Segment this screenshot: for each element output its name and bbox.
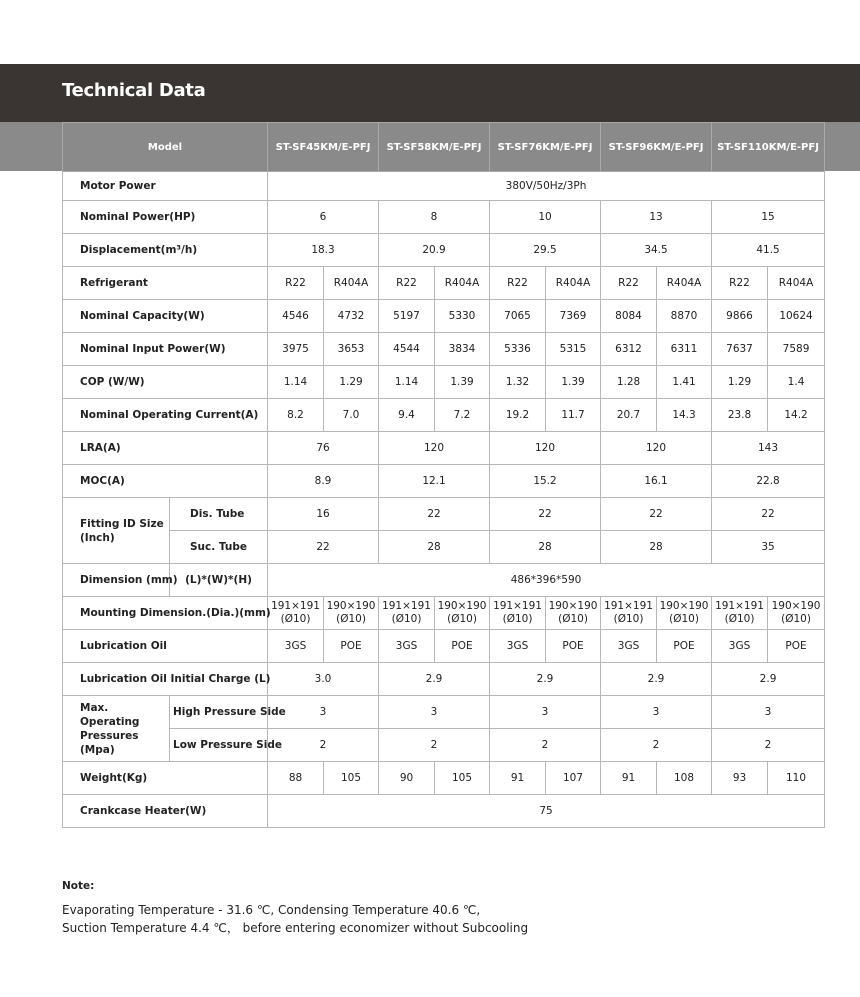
cell: 11.7 [546, 399, 601, 432]
row-label: Nominal Power(HP) [63, 201, 268, 234]
cell: 28 [490, 531, 601, 564]
cell: 91 [601, 762, 657, 795]
table-row [63, 465, 825, 498]
cell: 105 [435, 762, 490, 795]
cell: 3 [712, 696, 825, 729]
model-name: ST-SF110KM/E-PFJ [712, 123, 825, 172]
cell: 8870 [657, 300, 712, 333]
cell: 110 [768, 762, 825, 795]
row-label: Lubrication Oil [63, 630, 268, 663]
model-name: ST-SF96KM/E-PFJ [601, 123, 712, 172]
cell: 5197 [379, 300, 435, 333]
table-row [63, 172, 825, 201]
cell-line: 190×190 [548, 600, 598, 612]
row-label: Nominal Operating Current(A) [63, 399, 268, 432]
row-label: Nominal Capacity(W) [63, 300, 268, 333]
cell [324, 597, 379, 630]
cell: 7.2 [435, 399, 490, 432]
cell: 1.28 [601, 366, 657, 399]
cell: 35 [712, 531, 825, 564]
cell: R22 [712, 267, 768, 300]
cell: 93 [712, 762, 768, 795]
table-row [63, 366, 825, 399]
row-label: Weight(Kg) [63, 762, 268, 795]
cell [768, 597, 825, 630]
cell: 3 [268, 696, 379, 729]
cell-line: (Ø10) [391, 613, 422, 625]
cell: 1.39 [435, 366, 490, 399]
cell [546, 597, 601, 630]
cell: POE [546, 630, 601, 663]
cell: 2 [490, 729, 601, 762]
cell: 7065 [490, 300, 546, 333]
table-row [63, 399, 825, 432]
cell: 486*396*590 [268, 564, 825, 597]
cell: 7589 [768, 333, 825, 366]
cell: 9.4 [379, 399, 435, 432]
page-title: Technical Data [62, 80, 206, 101]
cell-line: (Ø10) [781, 613, 811, 625]
cell: 15 [712, 201, 825, 234]
cell: R404A [768, 267, 825, 300]
model-name: ST-SF58KM/E-PFJ [379, 123, 490, 172]
cell: 2.9 [712, 663, 825, 696]
cell: 5330 [435, 300, 490, 333]
cell [601, 597, 657, 630]
sub-label: Dis. Tube [170, 498, 268, 531]
cell: 1.14 [268, 366, 324, 399]
cell: 22 [379, 498, 490, 531]
table-row [63, 564, 825, 597]
cell: POE [657, 630, 712, 663]
cell: 16.1 [601, 465, 712, 498]
title-bar [0, 64, 860, 122]
cell-line: 191×191 [271, 600, 320, 612]
cell: 3975 [268, 333, 324, 366]
cell: 20.7 [601, 399, 657, 432]
cell-line: 191×191 [382, 600, 431, 612]
cell: R404A [324, 267, 379, 300]
cell: 380V/50Hz/3Ph [268, 172, 825, 201]
cell: 6312 [601, 333, 657, 366]
row-label: Dimension (mm) [63, 564, 170, 597]
cell: 1.29 [712, 366, 768, 399]
row-label: Mounting Dimension.(Dia.)(mm) [63, 597, 268, 630]
cell-line: 191×191 [715, 600, 764, 612]
cell-line: 190×190 [326, 600, 376, 612]
sub-label: (L)*(W)*(H) [170, 564, 268, 597]
cell: 2 [601, 729, 712, 762]
table-row [63, 597, 825, 630]
cell: 3653 [324, 333, 379, 366]
cell: 13 [601, 201, 712, 234]
table-row [63, 696, 825, 729]
table-row [63, 729, 825, 762]
table-row [63, 531, 825, 564]
row-label: LRA(A) [63, 432, 268, 465]
cell [268, 597, 324, 630]
sub-label: Suc. Tube [170, 531, 268, 564]
cell: 120 [490, 432, 601, 465]
cell-line: (Ø10) [613, 613, 644, 625]
note-title: Note: [62, 880, 95, 892]
cell: 10624 [768, 300, 825, 333]
cell: 1.14 [379, 366, 435, 399]
row-label: Max. Operating Pressures (Mpa) [63, 696, 170, 762]
cell [379, 597, 435, 630]
cell: 41.5 [712, 234, 825, 267]
cell [712, 597, 768, 630]
technical-data-table [62, 122, 825, 828]
note-block [62, 880, 528, 937]
cell-line: (Ø10) [724, 613, 755, 625]
cell: 4732 [324, 300, 379, 333]
cell: 3 [490, 696, 601, 729]
cell: 3GS [712, 630, 768, 663]
cell: 1.32 [490, 366, 546, 399]
note-line: Suction Temperature 4.4 ℃， before entering economizer without Subcooling [62, 921, 529, 935]
cell [435, 597, 490, 630]
cell: 1.29 [324, 366, 379, 399]
cell: R22 [601, 267, 657, 300]
cell-line: 190×190 [771, 600, 821, 612]
model-name: ST-SF76KM/E-PFJ [490, 123, 601, 172]
cell: 18.3 [268, 234, 379, 267]
model-name: ST-SF45KM/E-PFJ [268, 123, 379, 172]
cell-line: (Ø10) [669, 613, 699, 625]
cell: POE [768, 630, 825, 663]
cell: R22 [490, 267, 546, 300]
cell: 16 [268, 498, 379, 531]
row-label: Fitting ID Size (Inch) [63, 498, 170, 564]
cell: 4546 [268, 300, 324, 333]
cell: 7369 [546, 300, 601, 333]
cell: 3GS [379, 630, 435, 663]
row-label: MOC(A) [63, 465, 268, 498]
cell: 2 [379, 729, 490, 762]
table-row [63, 267, 825, 300]
cell: 15.2 [490, 465, 601, 498]
row-label: Nominal Input Power(W) [63, 333, 268, 366]
cell: R22 [379, 267, 435, 300]
table-row [63, 333, 825, 366]
row-label: Lubrication Oil Initial Charge (L) [63, 663, 268, 696]
cell: 8 [379, 201, 490, 234]
cell: 7637 [712, 333, 768, 366]
cell: 22 [490, 498, 601, 531]
cell: 2.9 [490, 663, 601, 696]
table-row [63, 201, 825, 234]
table-row [63, 630, 825, 663]
cell-line: (Ø10) [558, 613, 588, 625]
cell: 3 [601, 696, 712, 729]
cell-line: (Ø10) [502, 613, 533, 625]
cell: 1.4 [768, 366, 825, 399]
row-label: COP (W/W) [63, 366, 268, 399]
cell: 9866 [712, 300, 768, 333]
table-row [63, 234, 825, 267]
cell: 76 [268, 432, 379, 465]
cell: 3GS [268, 630, 324, 663]
table-row [63, 498, 825, 531]
cell: 7.0 [324, 399, 379, 432]
cell-line: 191×191 [493, 600, 542, 612]
cell: 8.9 [268, 465, 379, 498]
row-label: Motor Power [63, 172, 268, 201]
cell-line: (Ø10) [280, 613, 311, 625]
cell: 34.5 [601, 234, 712, 267]
cell: R404A [546, 267, 601, 300]
cell: 120 [601, 432, 712, 465]
cell: 88 [268, 762, 324, 795]
cell: 2 [712, 729, 825, 762]
cell: 8.2 [268, 399, 324, 432]
cell: 28 [379, 531, 490, 564]
cell: 75 [268, 795, 825, 828]
cell: 6311 [657, 333, 712, 366]
cell: 14.2 [768, 399, 825, 432]
cell: 1.39 [546, 366, 601, 399]
cell: 28 [601, 531, 712, 564]
cell: 107 [546, 762, 601, 795]
table-row [63, 762, 825, 795]
cell [657, 597, 712, 630]
model-header: Model [63, 123, 268, 172]
cell-line: (Ø10) [336, 613, 366, 625]
cell: 3834 [435, 333, 490, 366]
cell: 20.9 [379, 234, 490, 267]
cell: POE [435, 630, 490, 663]
cell: 22 [712, 498, 825, 531]
cell: 3GS [490, 630, 546, 663]
cell: 2 [268, 729, 379, 762]
cell: R22 [268, 267, 324, 300]
row-label: Displacement(m³/h) [63, 234, 268, 267]
cell: 105 [324, 762, 379, 795]
cell: 14.3 [657, 399, 712, 432]
cell: R404A [657, 267, 712, 300]
cell: 90 [379, 762, 435, 795]
cell: 120 [379, 432, 490, 465]
table-row [63, 795, 825, 828]
cell: 12.1 [379, 465, 490, 498]
table-row [63, 663, 825, 696]
cell: 19.2 [490, 399, 546, 432]
cell-line: 190×190 [437, 600, 487, 612]
row-label: Crankcase Heater(W) [63, 795, 268, 828]
cell: 91 [490, 762, 546, 795]
cell: 5336 [490, 333, 546, 366]
cell: 3GS [601, 630, 657, 663]
cell: 23.8 [712, 399, 768, 432]
cell: 143 [712, 432, 825, 465]
cell: 2.9 [601, 663, 712, 696]
row-label: Refrigerant [63, 267, 268, 300]
cell: 5315 [546, 333, 601, 366]
table-row [63, 300, 825, 333]
note-line: Evaporating Temperature - 31.6 ℃, Condensing Temperature 40.6 ℃, [62, 903, 481, 917]
cell: 2.9 [379, 663, 490, 696]
cell: 4544 [379, 333, 435, 366]
cell: 8084 [601, 300, 657, 333]
cell: R404A [435, 267, 490, 300]
cell: POE [324, 630, 379, 663]
cell-line: 190×190 [659, 600, 709, 612]
cell: 10 [490, 201, 601, 234]
header-row [63, 123, 825, 172]
sub-label: Low Pressure Side [170, 729, 268, 762]
cell: 3.0 [268, 663, 379, 696]
cell: 22.8 [712, 465, 825, 498]
cell [490, 597, 546, 630]
cell: 22 [268, 531, 379, 564]
cell: 108 [657, 762, 712, 795]
cell: 3 [379, 696, 490, 729]
sub-label: High Pressure Side [170, 696, 268, 729]
cell: 29.5 [490, 234, 601, 267]
cell: 22 [601, 498, 712, 531]
cell: 6 [268, 201, 379, 234]
cell-line: (Ø10) [447, 613, 477, 625]
cell-line: 191×191 [604, 600, 653, 612]
table-row [63, 432, 825, 465]
cell: 1.41 [657, 366, 712, 399]
